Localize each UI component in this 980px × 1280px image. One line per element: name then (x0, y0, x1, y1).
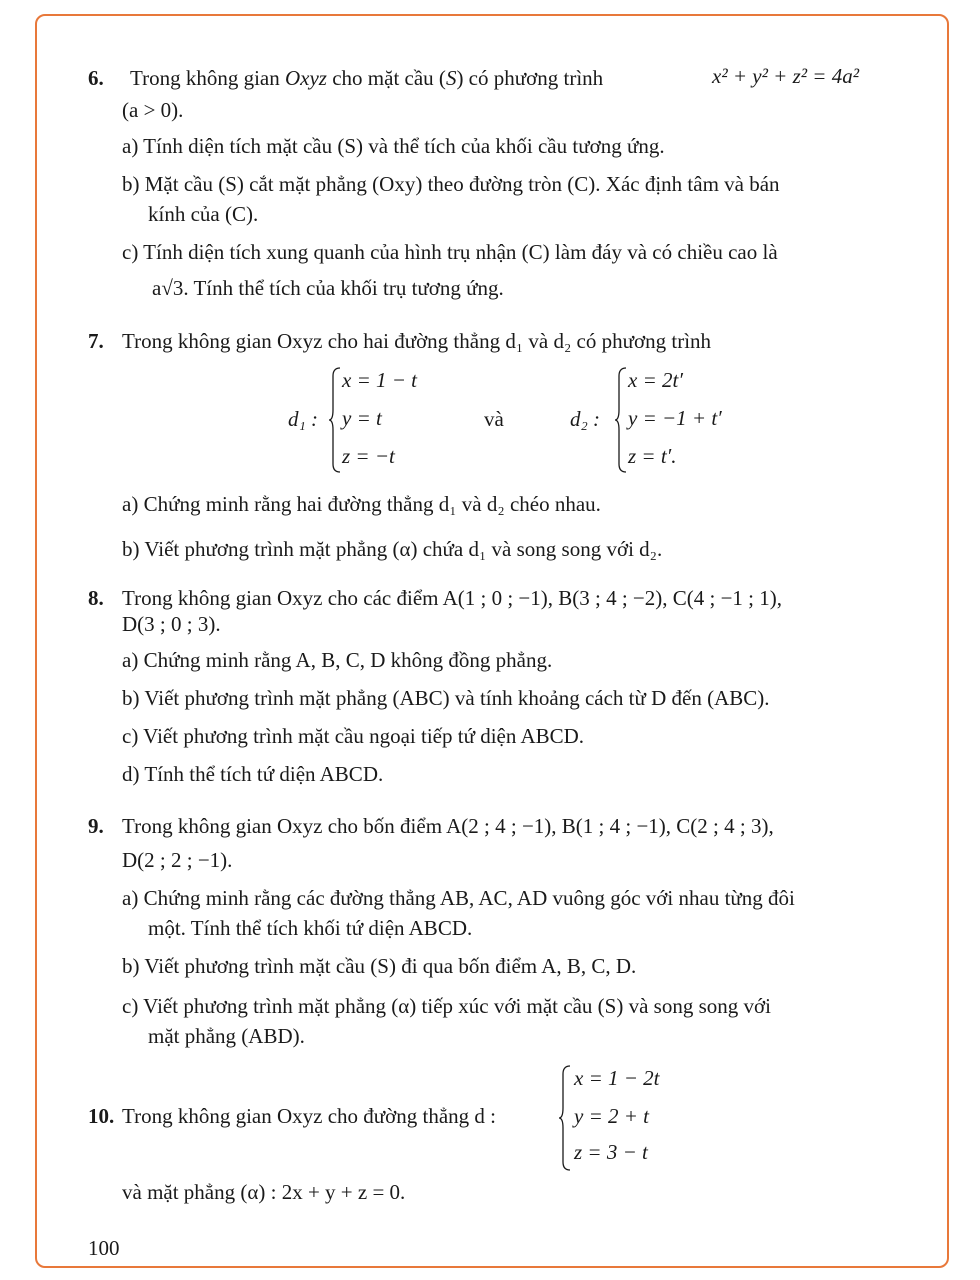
d-eq-x: x = 1 − 2t (574, 1066, 660, 1090)
problem-9-part-b: b) Viết phương trình mặt cầu (S) đi qua bốn điểm A, B, C, D. (122, 954, 637, 978)
problem-8-stem-line1: Trong không gian Oxyz cho các điểm A(1 ; 0 ; −1), B(3 ; 4 ; −2), C(4 ; −1 ; 1), (122, 586, 783, 610)
problem-9-number: 9. (88, 814, 104, 838)
problem-7-number: 7. (88, 329, 104, 353)
problem-8-stem-line2: D(3 ; 0 ; 3). (122, 612, 221, 636)
problem-10-plane: và mặt phẳng (α) : 2x + y + z = 0. (122, 1180, 406, 1204)
d1-system (328, 366, 498, 474)
problem-9-part-c-line1: c) Viết phương trình mặt phẳng (α) tiếp xúc với mặt cầu (S) và song song với (122, 994, 771, 1018)
problem-9-part-a-line1: a) Chứng minh rằng các đường thẳng AB, AC, AD vuông góc với nhau từng đôi (122, 886, 795, 910)
problem-9-part-a-line2: một. Tính thể tích khối tứ diện ABCD. (148, 916, 473, 940)
and-word: và (484, 407, 504, 431)
d-system (558, 1064, 728, 1172)
d1-eq-z: z = −t (342, 444, 395, 468)
problem-9-stem-line1: Trong không gian Oxyz cho bốn điểm A(2 ; 4 ; −1), B(1 ; 4 ; −1), C(2 ; 4 ; 3), (122, 814, 774, 838)
brace-icon (614, 366, 628, 474)
d2-eq-z: z = t′. (628, 444, 677, 468)
problem-8-part-a: a) Chứng minh rằng A, B, C, D không đồng phẳng. (122, 648, 553, 672)
problem-8-part-d: d) Tính thể tích tứ diện ABCD. (122, 762, 384, 786)
problem-6-part-b-line2: kính của (C). (148, 202, 259, 226)
problem-7-stem: Trong không gian Oxyz cho hai đường thẳng d₁ và d₂ có phương trình (122, 329, 712, 353)
problem-6-number: 6. (88, 66, 104, 90)
d2-eq-x: x = 2t′ (628, 368, 683, 392)
problem-7-part-b: b) Viết phương trình mặt phẳng (α) chứa d₁ và song song với d₂. (122, 537, 663, 561)
problem-6-part-a: a) Tính diện tích mặt cầu (S) và thể tích của khối cầu tương ứng. (122, 134, 665, 158)
page-number: 100 (88, 1236, 120, 1260)
problem-6-condition: (a > 0). (122, 98, 184, 122)
problem-6-part-c-line1: c) Tính diện tích xung quanh của hình trụ nhận (C) làm đáy và có chiều cao là (122, 240, 778, 264)
d2-label: d₂ : (570, 407, 601, 431)
problem-7-part-a: a) Chứng minh rằng hai đường thẳng d₁ và d₂ chéo nhau. (122, 492, 601, 516)
problem-9-stem-line2: D(2 ; 2 ; −1). (122, 848, 233, 872)
d2-system (614, 366, 784, 474)
d1-eq-y: y = t (342, 406, 382, 430)
problem-8-part-b: b) Viết phương trình mặt phẳng (ABC) và tính khoảng cách từ D đến (ABC). (122, 686, 770, 710)
problem-8-number: 8. (88, 586, 104, 610)
brace-icon (558, 1064, 572, 1172)
brace-icon (328, 366, 342, 474)
problem-10-stem: Trong không gian Oxyz cho đường thẳng d : (122, 1104, 497, 1128)
problem-10-number: 10. (88, 1104, 115, 1128)
problem-6-stem: Trong không gian Oxyz cho mặt cầu (S) có phương trình (130, 66, 604, 90)
d1-eq-x: x = 1 − t (342, 368, 417, 392)
problem-6-equation: x² + y² + z² = 4a² (712, 64, 860, 88)
d-eq-z: z = 3 − t (574, 1140, 648, 1164)
problem-8-part-c: c) Viết phương trình mặt cầu ngoại tiếp tứ diện ABCD. (122, 724, 585, 748)
problem-6-part-b-line1: b) Mặt cầu (S) cắt mặt phẳng (Oxy) theo đường tròn (C). Xác định tâm và bán (122, 172, 780, 196)
d2-eq-y: y = −1 + t′ (628, 406, 722, 430)
problem-6-part-c-line2: a√3. Tính thể tích của khối trụ tương ứng. (152, 276, 504, 300)
d-eq-y: y = 2 + t (574, 1104, 649, 1128)
d1-label: d₁ : (288, 407, 319, 431)
problem-9-part-c-line2: mặt phẳng (ABD). (148, 1024, 305, 1048)
